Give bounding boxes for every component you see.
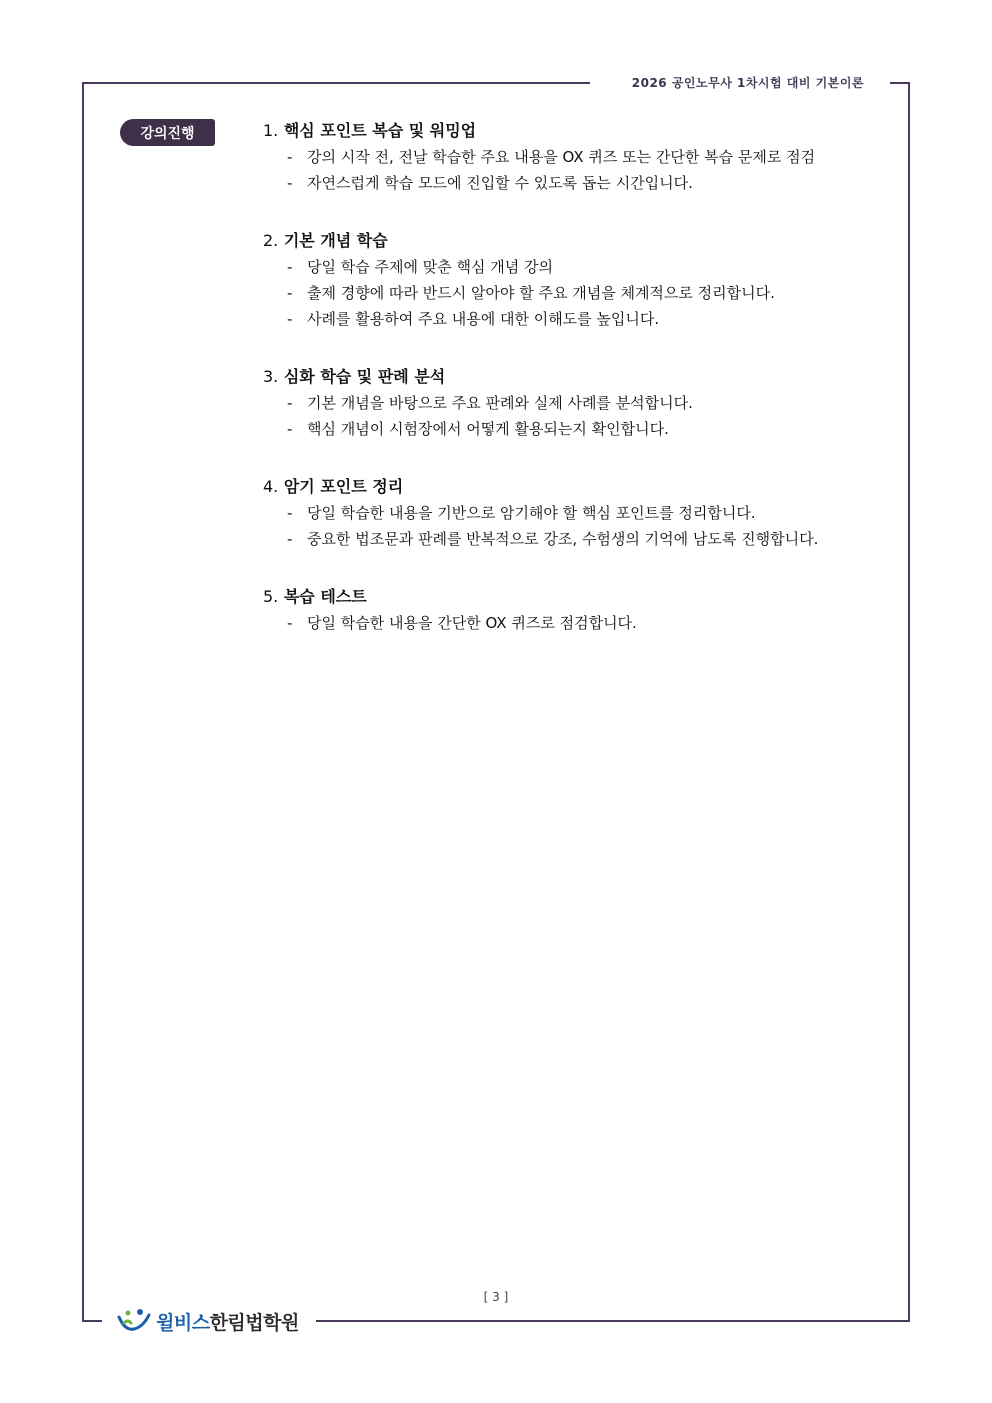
bullet-text: 당일 학습 주제에 맞춘 핵심 개념 강의 xyxy=(307,258,553,276)
section-2 xyxy=(263,228,903,332)
header-title: 2026 공인노무사 1차시험 대비 기본이론 xyxy=(631,76,864,90)
frame-right-line xyxy=(908,82,910,1322)
section-title-text: 암기 포인트 정리 xyxy=(283,477,404,496)
list-item xyxy=(287,144,903,170)
section-title xyxy=(263,364,903,390)
section-badge xyxy=(120,119,215,146)
section-number: 4. xyxy=(263,477,279,496)
section-title-text: 핵심 포인트 복습 및 워밍업 xyxy=(283,121,477,140)
frame-left-line xyxy=(82,82,84,1322)
section-title xyxy=(263,118,903,144)
section-title xyxy=(263,228,903,254)
frame-bottom-right-line xyxy=(316,1320,910,1322)
section-number: 3. xyxy=(263,367,279,386)
bullet-text: 핵심 개념이 시험장에서 어떻게 활용되는지 확인합니다. xyxy=(307,420,669,438)
list-item xyxy=(287,416,903,442)
bullet-text: 기본 개념을 바탕으로 주요 판례와 실제 사례를 분석합니다. xyxy=(307,394,693,412)
section-1 xyxy=(263,118,903,196)
bullet-list xyxy=(263,390,903,442)
frame-top-left-line xyxy=(82,82,590,84)
section-number: 2. xyxy=(263,231,279,250)
bullet-text: 사례를 활용하여 주요 내용에 대한 이해도를 높입니다. xyxy=(307,310,660,328)
bullet-text: 출제 경향에 따라 반드시 알아야 할 주요 개념을 체계적으로 정리합니다. xyxy=(307,284,775,302)
bullet-text: 당일 학습한 내용을 간단한 OX 퀴즈로 점검합니다. xyxy=(307,614,637,632)
lecture-process-content xyxy=(263,118,903,668)
bullet-text: 당일 학습한 내용을 기반으로 암기해야 할 핵심 포인트를 정리합니다. xyxy=(307,504,756,522)
bullet-text: 강의 시작 전, 전날 학습한 주요 내용을 OX 퀴즈 또는 간단한 복습 문제로 점검 xyxy=(307,148,816,166)
list-item xyxy=(287,254,903,280)
frame-bottom-left-tick xyxy=(82,1320,102,1322)
section-title-text: 기본 개념 학습 xyxy=(283,231,388,250)
bullet-dash: - xyxy=(287,420,293,438)
logo-brand: 윌비스 xyxy=(156,1311,210,1334)
bullet-dash: - xyxy=(287,174,293,192)
bullet-dash: - xyxy=(287,258,293,276)
bullet-dash: - xyxy=(287,148,293,166)
bullet-list xyxy=(263,254,903,332)
list-item xyxy=(287,390,903,416)
section-title xyxy=(263,474,903,500)
list-item xyxy=(287,610,903,636)
section-number: 1. xyxy=(263,121,279,140)
footer-logo xyxy=(116,1307,299,1335)
bullet-dash: - xyxy=(287,614,293,632)
bullet-dash: - xyxy=(287,504,293,522)
list-item xyxy=(287,500,903,526)
list-item xyxy=(287,306,903,332)
bullet-dash: - xyxy=(287,530,293,548)
logo-text xyxy=(156,1308,299,1335)
section-5 xyxy=(263,584,903,636)
frame-top-right-tick xyxy=(890,82,910,84)
list-item xyxy=(287,526,903,552)
bullet-list xyxy=(263,500,903,552)
section-3 xyxy=(263,364,903,442)
section-title-text: 복습 테스트 xyxy=(283,587,367,606)
list-item xyxy=(287,280,903,306)
logo-name: 한림법학원 xyxy=(209,1311,299,1334)
willbes-logo-icon xyxy=(116,1307,152,1335)
badge-label: 강의진행 xyxy=(140,125,195,142)
bullet-list xyxy=(263,144,903,196)
bullet-text: 자연스럽게 학습 모드에 진입할 수 있도록 돕는 시간입니다. xyxy=(307,174,693,192)
bullet-list xyxy=(263,610,903,636)
page-number: [ 3 ] xyxy=(483,1290,509,1304)
section-4 xyxy=(263,474,903,552)
bullet-dash: - xyxy=(287,284,293,302)
list-item xyxy=(287,170,903,196)
section-title xyxy=(263,584,903,610)
section-title-text: 심화 학습 및 판례 분석 xyxy=(283,367,446,386)
bullet-text: 중요한 법조문과 판례를 반복적으로 강조, 수험생의 기억에 남도록 진행합니다. xyxy=(307,530,819,548)
bullet-dash: - xyxy=(287,310,293,328)
bullet-dash: - xyxy=(287,394,293,412)
section-number: 5. xyxy=(263,587,279,606)
